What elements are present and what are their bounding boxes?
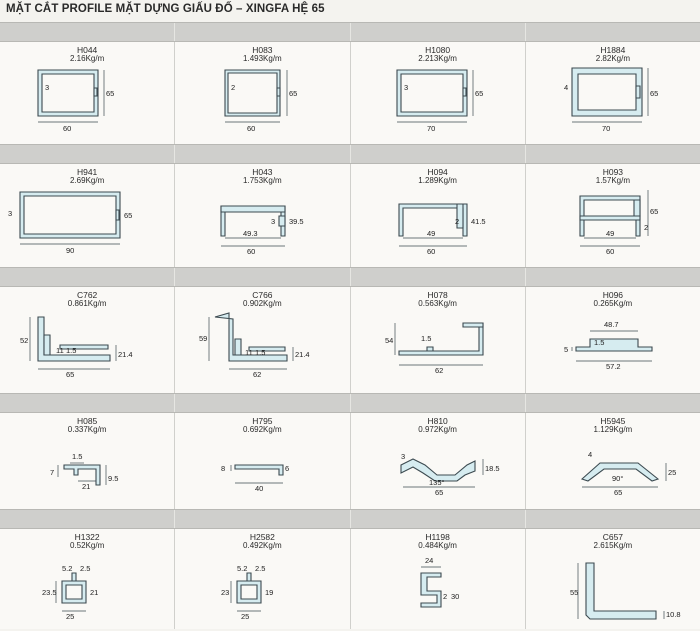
dimension-label: 62 [434, 366, 443, 375]
dimension-label: 54 [384, 336, 393, 345]
dimension-label: 90° [611, 474, 624, 483]
dimension-label: 70 [426, 124, 435, 133]
profile-weight: 2.69Kg/m [70, 176, 105, 185]
profile-card [351, 287, 526, 393]
dimension-label: 21.4 [295, 350, 310, 359]
profile-weight: 0.492Kg/m [243, 541, 282, 550]
profile-code: H078 [427, 290, 448, 300]
profile-drawing [0, 64, 173, 144]
profile-code: C766 [252, 290, 273, 300]
profile-code: H085 [76, 416, 98, 426]
profile-card [0, 164, 175, 267]
profile-weight: 0.265Kg/m [593, 299, 633, 308]
dimension-label: 1.5 [420, 334, 431, 343]
dimension-label: 49 [605, 229, 615, 238]
profile-card [351, 42, 526, 144]
dimension-label: 10.8 [665, 610, 681, 619]
dimension-label: 60 [605, 247, 615, 256]
profile-code: H043 [252, 167, 273, 177]
dimension-label: 24 [424, 556, 433, 565]
profile-drawing [175, 64, 348, 144]
dimension-label: 11 [245, 348, 254, 357]
dimension-label: 6 [285, 464, 290, 473]
profile-row [0, 42, 700, 144]
dimension-label: 19 [265, 588, 274, 597]
dimension-label: 65 [124, 211, 133, 220]
profile-code: H1080 [425, 45, 451, 55]
dimension-label: 65 [434, 488, 443, 497]
profile-code: H5945 [600, 416, 626, 426]
dimension-label: 23.5 [42, 588, 57, 597]
dimension-label: 2 [643, 223, 648, 232]
dimension-label: 60 [426, 247, 435, 256]
profile-weight: 1.129Kg/m [593, 425, 633, 434]
dimension-label: 3 [271, 217, 276, 226]
profile-drawing [526, 435, 699, 515]
profile-code: H1322 [74, 532, 100, 542]
profile-weight: 1.493Kg/m [243, 54, 282, 63]
profile-card [526, 42, 700, 144]
profile-grid [0, 22, 700, 629]
profile-drawing [351, 435, 524, 515]
profile-code: H094 [427, 167, 448, 177]
dimension-label: 52 [20, 336, 29, 345]
dimension-label: 62 [253, 370, 262, 379]
dimension-label: 1.5 [66, 346, 77, 355]
profile-drawing [526, 186, 699, 266]
dimension-label: 7 [50, 468, 55, 477]
profile-card [175, 164, 350, 267]
dimension-label: 65 [106, 89, 115, 98]
profile-weight: 2.16Kg/m [70, 54, 105, 63]
dimension-label: 49.3 [243, 229, 258, 238]
dimension-label: 65 [649, 207, 659, 216]
dimension-label: 2 [442, 592, 447, 601]
dimension-label: 4 [563, 83, 568, 92]
profile-weight: 1.57Kg/m [595, 176, 630, 185]
profile-drawing [175, 186, 348, 266]
dimension-label: 65 [613, 488, 623, 497]
profile-drawing [175, 309, 348, 389]
profile-card [0, 413, 175, 509]
page-title: MẶT CẮT PROFILE MẶT DỰNG GIẤU ĐỐ – XINGFA HỆ 65 [6, 3, 325, 15]
profile-drawing [175, 551, 348, 631]
dimension-label: 2 [231, 83, 236, 92]
profile-weight: 0.563Kg/m [418, 299, 457, 308]
dimension-label: 5 [563, 345, 568, 354]
profile-drawing [351, 309, 524, 389]
dimension-label: 65 [66, 370, 75, 379]
profile-drawing [0, 551, 173, 631]
profile-code: H795 [252, 416, 273, 426]
profile-code: H1198 [425, 532, 450, 542]
row-divider [0, 267, 700, 287]
profile-code: H083 [252, 45, 273, 55]
dimension-label: 3 [8, 209, 13, 218]
profile-weight: 1.753Kg/m [243, 176, 282, 185]
dimension-label: 1.5 [255, 348, 266, 357]
profile-card [526, 287, 700, 393]
profile-drawing [526, 64, 699, 144]
profile-code: H2582 [249, 532, 275, 542]
profile-code: H096 [602, 290, 624, 300]
dimension-label: 21 [90, 588, 99, 597]
profile-card [0, 42, 175, 144]
row-divider [0, 144, 700, 164]
dimension-label: 65 [474, 89, 483, 98]
profile-drawing [351, 551, 524, 631]
profile-code: C657 [602, 532, 624, 542]
dimension-label: 2 [454, 217, 459, 226]
dimension-label: 30 [450, 592, 459, 601]
profile-drawing [526, 551, 699, 631]
profile-card [526, 164, 700, 267]
profile-weight: 0.337Kg/m [67, 425, 107, 434]
profile-card [0, 287, 175, 393]
profile-code: H810 [427, 416, 448, 426]
dimension-label: 23 [221, 588, 230, 597]
profile-row [0, 164, 700, 267]
dimension-label: 41.5 [470, 217, 486, 226]
profile-weight: 0.52Kg/m [70, 541, 105, 550]
profile-card [175, 42, 350, 144]
profile-card [526, 413, 700, 509]
profile-weight: 0.972Kg/m [418, 425, 457, 434]
dimension-label: 3 [400, 452, 405, 461]
profile-code: C762 [76, 290, 98, 300]
dimension-label: 25 [667, 468, 677, 477]
dimension-label: 1.5 [593, 338, 605, 347]
dimension-label: 57.2 [605, 362, 621, 371]
dimension-label: 55 [569, 588, 579, 597]
profile-drawing [526, 309, 699, 389]
dimension-label: 21.4 [118, 350, 133, 359]
profile-code: H1884 [600, 45, 626, 55]
profile-card [0, 529, 175, 629]
dimension-label: 60 [247, 247, 256, 256]
profile-drawing [0, 435, 173, 515]
dimension-label: 25 [241, 612, 250, 621]
dimension-label: 8 [221, 464, 226, 473]
dimension-label: 65 [289, 89, 298, 98]
dimension-label: 135° [428, 478, 445, 487]
profile-drawing [175, 435, 348, 515]
profile-weight: 2.82Kg/m [595, 54, 630, 63]
dimension-label: 5.2 [237, 564, 248, 573]
dimension-label: 2.5 [80, 564, 91, 573]
profile-weight: 1.289Kg/m [418, 176, 457, 185]
profile-drawing [351, 186, 524, 266]
profile-drawing [0, 186, 173, 266]
profile-card [175, 413, 350, 509]
dimension-label: 59 [199, 334, 208, 343]
profile-weight: 0.484Kg/m [418, 541, 457, 550]
profile-weight: 2.213Kg/m [418, 54, 457, 63]
profile-card [526, 529, 700, 629]
dimension-label: 3 [45, 83, 50, 92]
dimension-label: 60 [247, 124, 256, 133]
profile-drawing [351, 64, 524, 144]
dimension-label: 90 [66, 246, 75, 255]
dimension-label: 5.2 [62, 564, 73, 573]
profile-weight: 0.692Kg/m [243, 425, 282, 434]
profile-row [0, 413, 700, 509]
profile-card [351, 164, 526, 267]
dimension-label: 4 [587, 450, 592, 459]
dimension-label: 40 [255, 484, 264, 493]
profile-weight: 2.615Kg/m [593, 541, 633, 550]
profile-card [175, 529, 350, 629]
profile-weight: 0.861Kg/m [67, 299, 107, 308]
profile-card [175, 287, 350, 393]
dimension-label: 18.5 [484, 464, 500, 473]
dimension-label: 21 [82, 482, 91, 491]
row-divider [0, 22, 700, 42]
dimension-label: 3 [403, 83, 408, 92]
dimension-label: 9.5 [108, 474, 119, 483]
dimension-label: 11 [56, 346, 64, 355]
row-divider [0, 393, 700, 413]
dimension-label: 60 [63, 124, 72, 133]
profile-code: H941 [76, 167, 98, 177]
profile-row [0, 529, 700, 629]
dimension-label: 65 [649, 89, 659, 98]
profile-drawing [0, 309, 173, 389]
profile-code: H044 [76, 45, 98, 55]
profile-card [351, 413, 526, 509]
profile-weight: 0.902Kg/m [243, 299, 282, 308]
profile-card [351, 529, 526, 629]
profile-code: H093 [602, 167, 624, 177]
profile-row [0, 287, 700, 393]
dimension-label: 49 [426, 229, 435, 238]
dimension-label: 48.7 [603, 320, 619, 329]
dimension-label: 70 [601, 124, 611, 133]
dimension-label: 25 [66, 612, 75, 621]
dimension-label: 39.5 [289, 217, 304, 226]
dimension-label: 1.5 [72, 452, 83, 461]
dimension-label: 2.5 [255, 564, 266, 573]
